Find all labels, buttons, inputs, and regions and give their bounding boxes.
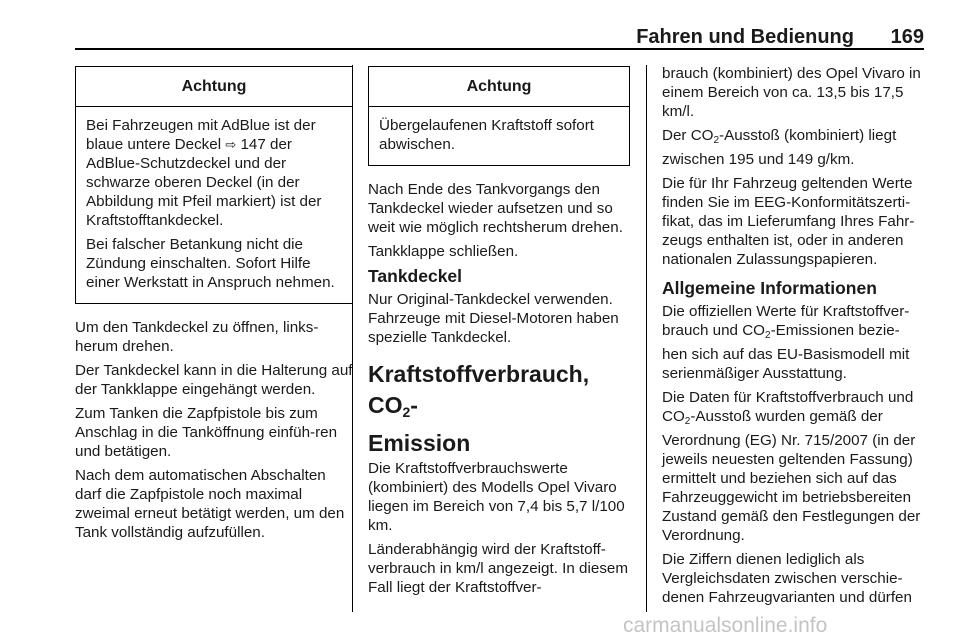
section-heading-tankdeckel: Tankdeckel xyxy=(368,266,463,286)
callout-paragraph: Übergelaufenen Kraftstoff sofort abwischen. xyxy=(379,117,595,153)
paragraph: Länderabhängig wird der Kraftstoff-verbrauch in km/l angezeigt. In diesem Fall liegt der Kraftstoffver- xyxy=(368,541,629,596)
paragraph: brauch (kombiniert) des Opel Vivaro in einem Bereich von ca. 13,5 bis 17,5 km/l. xyxy=(662,65,921,120)
page-number: 169 xyxy=(890,26,924,48)
column-3 xyxy=(662,64,924,612)
arrow-reference-icon[interactable]: ⇨ xyxy=(225,137,237,152)
paragraph: Die für Ihr Fahrzeug geltenden Werte finden Sie im EEG-Konformitätszerti-fikat, das im Lieferumfang Ihres Fahr-zeugs enthalten ist, oder in anderen nationalen Zulassungspapieren. xyxy=(662,175,915,268)
section-heading-allgemeine-informationen: Allgemeine Informationen xyxy=(662,278,877,298)
paragraph: Nach dem automatischen Abschalten darf die Zapfpistole noch maximal zweimal erneut betätigt werden, um den Tank vollständig aufzufüllen. xyxy=(75,467,345,541)
callout-heading: Achtung xyxy=(76,67,352,107)
callout-paragraph xyxy=(86,116,343,230)
paragraph xyxy=(662,388,924,545)
paragraph: Der Tankdeckel kann in die Halterung auf der Tankklappe eingehängt werden. xyxy=(75,362,353,398)
text: Der CO xyxy=(662,127,714,144)
column-1 xyxy=(75,66,353,547)
watermark: carmanualsonline.info xyxy=(623,614,828,637)
page-header xyxy=(75,26,924,50)
column-2 xyxy=(368,66,630,602)
text: -Ausstoß wurden gemäß der Verordnung (EG) Nr. 715/2007 (in der jeweils neuesten geltenden Fassung) ermittelt und beziehen sich auf das Fahrzeuggewicht im betriebsbereiten Zustand gemäß den Festlegungen der Verordnung. xyxy=(662,408,921,544)
paragraph: Nur Original-Tankdeckel verwenden. Fahrzeuge mit Diesel-Motoren haben spezielle Tankdeckel. xyxy=(368,291,619,346)
callout-body xyxy=(76,107,352,303)
heading-text: Kraftstoffverbrauch, CO xyxy=(368,361,590,418)
callout-text: Bei Fahrzeugen mit AdBlue ist der blaue untere Deckel xyxy=(86,117,316,153)
heading-subscript: 2 xyxy=(402,404,411,420)
header-rule xyxy=(75,48,924,50)
warning-callout xyxy=(368,66,630,166)
warning-callout xyxy=(75,66,353,304)
callout-text-ref: 147 der AdBlue-Schutzdeckel und der schwarze oberen Deckel (in der Abbildung mit Pfeil markiert) ist der Kraftstofftankdeckel. xyxy=(86,136,322,229)
paragraph: Zum Tanken die Zapfpistole bis zum Anschlag in die Tanköffnung einfüh-ren und betätigen. xyxy=(75,405,338,460)
subscript: 2 xyxy=(684,416,691,427)
paragraph: Die Ziffern dienen lediglich als Vergleichsdaten zwischen verschie-denen Fahrzeugvarianten und dürfen xyxy=(662,551,912,606)
paragraph xyxy=(662,126,924,169)
page-title: Fahren und Bedienung xyxy=(636,26,854,48)
text: -Emissionen bezie-hen sich auf das EU-Basismodell mit serienmäßiger Ausstattung. xyxy=(662,322,910,382)
heading-text: - xyxy=(410,392,418,418)
text: Die Daten für Kraftstoffverbrauch und CO xyxy=(662,389,914,425)
text: Die offiziellen Werte für Kraftstoffver-brauch und CO xyxy=(662,303,910,339)
column-divider-2 xyxy=(646,65,647,612)
paragraph: Um den Tankdeckel zu öffnen, links-herum drehen. xyxy=(75,319,319,355)
heading-text: Emission xyxy=(368,430,471,456)
chapter-heading-kraftstoffverbrauch xyxy=(368,359,630,459)
paragraph: Die Kraftstoffverbrauchswerte (kombiniert) des Modells Opel Vivaro liegen im Bereich von 7,4 bis 5,7 l/100 km. xyxy=(368,460,625,534)
text: -Ausstoß (kombiniert) liegt zwischen 195 und 149 g/km. xyxy=(662,127,897,168)
callout-paragraph: Bei falscher Betankung nicht die Zündung einschalten. Sofort Hilfe einer Werkstatt in Anspruch nehmen. xyxy=(86,236,335,291)
paragraph xyxy=(662,302,924,383)
callout-heading: Achtung xyxy=(369,67,629,107)
callout-body xyxy=(369,107,629,165)
paragraph: Nach Ende des Tankvorgangs den Tankdeckel wieder aufsetzen und so weit wie möglich rechtsherum drehen. xyxy=(368,181,623,236)
paragraph: Tankklappe schließen. xyxy=(368,243,519,260)
subscript: 2 xyxy=(765,330,771,341)
subscript: 2 xyxy=(713,135,720,146)
